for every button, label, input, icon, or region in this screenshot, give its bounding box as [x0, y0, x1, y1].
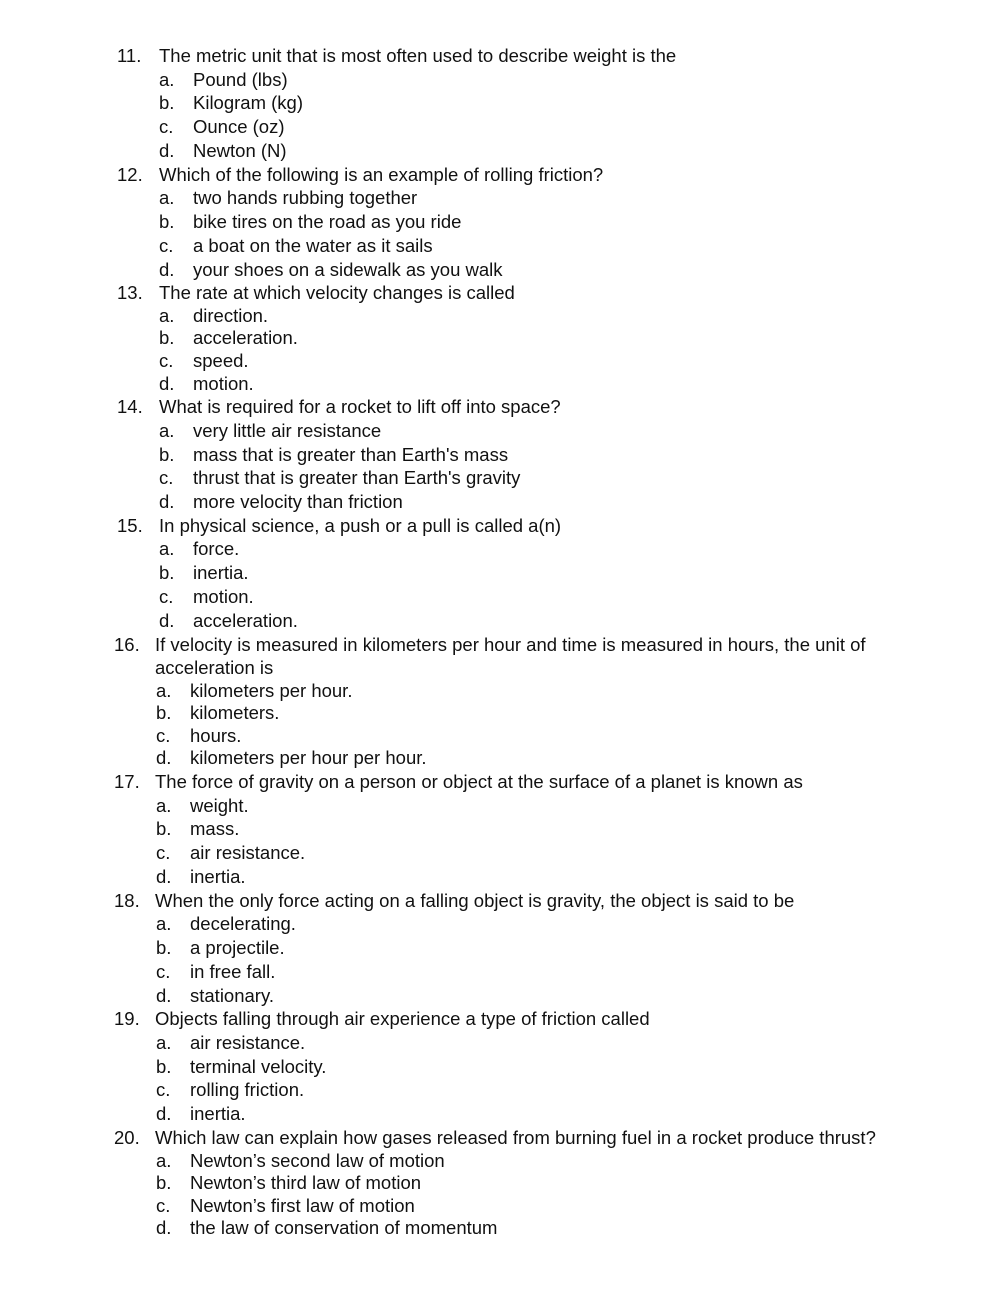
option-letter: b. [159, 327, 175, 349]
answer-option[interactable] [0, 841, 1000, 865]
answer-option[interactable] [0, 984, 1000, 1008]
answer-options [0, 305, 1000, 395]
option-letter: c. [156, 960, 171, 982]
option-text: Pound (lbs) [193, 68, 288, 90]
question-text: When the only force acting on a falling object is gravity, the object is said to be [155, 889, 795, 911]
option-letter: c. [159, 234, 174, 256]
option-text: Ounce (oz) [193, 116, 285, 138]
option-letter: b. [156, 1055, 172, 1077]
question-text: The metric unit that is most often used to describe weight is the [159, 45, 677, 66]
answer-option[interactable] [0, 91, 1000, 115]
option-letter: d. [156, 1103, 172, 1125]
option-letter: b. [159, 92, 175, 114]
option-text: weight. [190, 794, 249, 816]
question-text: What is required for a rocket to lift off into space? [159, 396, 561, 418]
question-16 [0, 633, 1000, 770]
option-text: thrust that is greater than Earth's gravity [193, 467, 521, 489]
question-number: 16. [114, 633, 140, 655]
option-letter: c. [156, 724, 171, 746]
answer-option[interactable] [0, 817, 1000, 841]
answer-option[interactable] [0, 327, 1000, 350]
option-letter: a. [156, 794, 172, 816]
question-number: 11. [117, 45, 142, 66]
option-letter: b. [156, 936, 172, 958]
answer-option[interactable] [0, 419, 1000, 443]
answer-option[interactable] [0, 680, 1000, 703]
answer-option[interactable] [0, 747, 1000, 770]
question-number: 19. [114, 1008, 140, 1030]
answer-option[interactable] [0, 1195, 1000, 1218]
option-letter: d. [159, 258, 175, 280]
answer-option[interactable] [0, 115, 1000, 139]
answer-options [0, 794, 1000, 889]
option-text: motion. [193, 586, 254, 608]
option-text: your shoes on a sidewalk as you walk [193, 258, 503, 280]
answer-options [0, 68, 1000, 163]
option-text: Newton’s first law of motion [190, 1194, 415, 1216]
question-14 [0, 395, 1000, 514]
option-letter: a. [156, 1031, 172, 1053]
answer-option[interactable] [0, 794, 1000, 818]
answer-option[interactable] [0, 561, 1000, 585]
answer-option[interactable] [0, 1172, 1000, 1195]
option-text: the law of conservation of momentum [190, 1217, 498, 1239]
answer-option[interactable] [0, 585, 1000, 609]
answer-option[interactable] [0, 305, 1000, 328]
answer-option[interactable] [0, 1055, 1000, 1079]
option-letter: a. [159, 538, 175, 560]
option-text: rolling friction. [190, 1079, 305, 1101]
answer-option[interactable] [0, 210, 1000, 234]
question-text: Which of the following is an example of rolling friction? [159, 163, 604, 185]
question-number: 15. [117, 514, 143, 536]
option-letter: a. [156, 913, 172, 935]
question-text: The rate at which velocity changes is called [159, 282, 515, 304]
answer-option[interactable] [0, 865, 1000, 889]
question-number: 13. [117, 282, 143, 304]
option-text: motion. [193, 372, 254, 394]
option-text: speed. [193, 350, 249, 372]
answer-options [0, 537, 1000, 632]
answer-option[interactable] [0, 537, 1000, 561]
option-text: kilometers. [190, 702, 280, 724]
question-17 [0, 770, 1000, 889]
option-letter: a. [156, 1149, 172, 1171]
option-letter: c. [159, 586, 174, 608]
answer-options [0, 1031, 1000, 1126]
option-letter: b. [159, 210, 175, 232]
option-text: mass that is greater than Earth's mass [193, 443, 509, 465]
question-number: 17. [114, 771, 140, 792]
option-text: decelerating. [190, 913, 296, 935]
worksheet-page [0, 44, 1000, 1240]
option-letter: d. [159, 491, 175, 513]
option-letter: c. [156, 1194, 171, 1216]
option-letter: d. [159, 372, 175, 394]
option-letter: d. [156, 984, 172, 1006]
answer-option[interactable] [0, 139, 1000, 163]
option-letter: b. [159, 562, 175, 584]
option-text: Newton (N) [193, 139, 287, 161]
option-letter: c. [156, 842, 171, 864]
option-letter: a. [159, 68, 175, 90]
option-text: a boat on the water as it sails [193, 234, 433, 256]
question-11 [0, 44, 1000, 163]
answer-option[interactable] [0, 609, 1000, 633]
option-letter: c. [159, 350, 174, 372]
answer-option[interactable] [0, 725, 1000, 748]
question-text: Objects falling through air experience a type of friction called [155, 1008, 650, 1030]
question-text: Which law can explain how gases released from burning fuel in a rocket produce thrust? [155, 1127, 876, 1149]
question-number: 14. [117, 396, 143, 418]
option-text: air resistance. [190, 1031, 306, 1053]
option-text: force. [193, 538, 240, 560]
option-letter: a. [159, 419, 175, 441]
option-text: two hands rubbing together [193, 187, 418, 209]
option-letter: a. [156, 679, 172, 701]
answer-option[interactable] [0, 1078, 1000, 1102]
question-text: In physical science, a push or a pull is called a(n) [159, 514, 562, 536]
answer-option[interactable] [0, 702, 1000, 725]
option-text: bike tires on the road as you ride [193, 210, 462, 232]
option-text: direction. [193, 304, 269, 326]
option-letter: d. [159, 609, 175, 631]
answer-options [0, 1150, 1000, 1240]
option-text: Newton’s third law of motion [190, 1172, 422, 1194]
answer-option[interactable] [0, 912, 1000, 936]
option-letter: c. [159, 116, 174, 138]
option-letter: d. [159, 139, 175, 161]
question-13 [0, 281, 1000, 395]
option-text: hours. [190, 724, 242, 746]
question-number: 12. [117, 163, 143, 185]
answer-option[interactable] [0, 1031, 1000, 1055]
option-text: terminal velocity. [190, 1055, 327, 1077]
option-letter: c. [159, 467, 174, 489]
question-12 [0, 163, 1000, 282]
option-letter: b. [156, 702, 172, 724]
option-text: very little air resistance [193, 419, 382, 441]
option-letter: d. [156, 747, 172, 769]
answer-option[interactable] [0, 490, 1000, 514]
answer-option[interactable] [0, 960, 1000, 984]
option-text: kilometers per hour per hour. [190, 747, 427, 769]
answer-options [0, 680, 1000, 770]
option-text: mass. [190, 818, 240, 840]
answer-options [0, 186, 1000, 281]
option-letter: b. [159, 443, 175, 465]
question-20 [0, 1126, 1000, 1240]
option-text: air resistance. [190, 842, 306, 864]
question-number: 18. [114, 889, 140, 911]
answer-options [0, 419, 1000, 514]
answer-option[interactable] [0, 1150, 1000, 1173]
question-text: If velocity is measured in kilometers per hour and time is measured in hours, the unit of acceleration is [155, 633, 866, 679]
answer-option[interactable] [0, 258, 1000, 282]
option-text: Newton’s second law of motion [190, 1149, 445, 1171]
answer-option[interactable] [0, 350, 1000, 373]
answer-option[interactable] [0, 68, 1000, 92]
answer-option[interactable] [0, 466, 1000, 490]
option-letter: a. [159, 304, 175, 326]
answer-option[interactable] [0, 936, 1000, 960]
answer-option[interactable] [0, 1102, 1000, 1126]
option-letter: a. [159, 187, 175, 209]
answer-option[interactable] [0, 1217, 1000, 1240]
option-letter: d. [156, 1217, 172, 1239]
answer-option[interactable] [0, 443, 1000, 467]
option-text: inertia. [193, 562, 249, 584]
question-19 [0, 1007, 1000, 1126]
option-text: inertia. [190, 1103, 246, 1125]
question-15 [0, 514, 1000, 633]
option-text: more velocity than friction [193, 491, 403, 513]
question-18 [0, 889, 1000, 1008]
option-text: kilometers per hour. [190, 679, 353, 701]
option-text: inertia. [190, 865, 246, 887]
question-number: 20. [114, 1127, 140, 1149]
option-text: in free fall. [190, 960, 276, 982]
answer-option[interactable] [0, 186, 1000, 210]
option-text: acceleration. [193, 609, 298, 631]
option-letter: c. [156, 1079, 171, 1101]
question-text: The force of gravity on a person or object at the surface of a planet is known as [155, 771, 803, 792]
option-letter: b. [156, 1172, 172, 1194]
answer-option[interactable] [0, 373, 1000, 396]
option-letter: b. [156, 818, 172, 840]
option-text: acceleration. [193, 327, 298, 349]
option-letter: d. [156, 865, 172, 887]
option-text: a projectile. [190, 936, 285, 958]
option-text: stationary. [190, 984, 274, 1006]
option-text: Kilogram (kg) [193, 92, 303, 114]
answer-options [0, 912, 1000, 1007]
answer-option[interactable] [0, 234, 1000, 258]
